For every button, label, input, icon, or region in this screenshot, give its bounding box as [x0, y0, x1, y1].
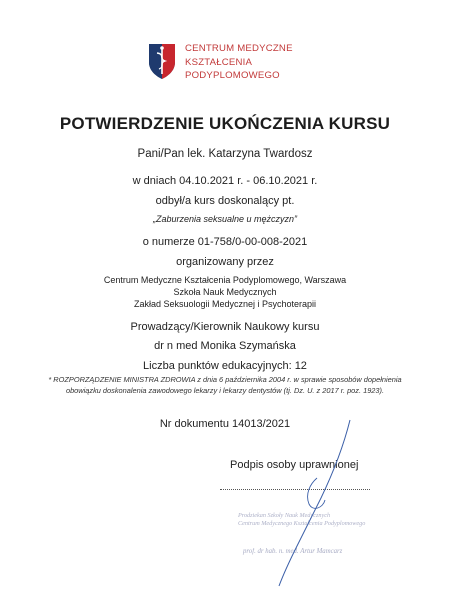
course-number: o numerze 01-758/0-00-008-2021 — [142, 236, 308, 248]
logo-line-3: PODYPLOMOWEGO — [185, 70, 280, 81]
certificate-title: POTWIERDZENIE UKOŃCZENIA KURSU — [59, 114, 391, 133]
recipient-name: Pani/Pan lek. Katarzyna Twardosz — [137, 148, 313, 160]
course-title: „Zaburzenia seksualne u mężczyzn” — [152, 214, 298, 224]
organized-by-label: organizowany przez — [176, 256, 274, 268]
handwritten-signature — [255, 418, 375, 598]
logo-line-1: CENTRUM MEDYCZNE — [185, 43, 293, 54]
organizer-line-2: Szkoła Nauk Medycznych — [173, 287, 277, 297]
stamp-name: prof. dr hab. n. med. Artur Mamcarz — [243, 548, 343, 555]
education-points: Liczba punktów edukacyjnych: 12 — [143, 360, 307, 372]
completed-text: odbył/a kurs doskonalący pt. — [155, 195, 295, 207]
regulation-note: * ROZPORZĄDZENIE MINISTRA ZDROWIA z dnia 6 października 2004 r. w sprawie sposobów dopełnienia obowiązku doskonalenia zawodowego lekarzy i lekarzy dentystów (tj. Dz. U. z 2017 r. poz. 1923). — [48, 375, 402, 395]
institution-logo — [147, 42, 293, 83]
organizer-line-1: Centrum Medyczne Kształcenia Podyplomowego, Warszawa — [103, 275, 347, 285]
shield-emblem-icon — [147, 42, 177, 80]
logo-wordmark — [185, 42, 293, 83]
document-number: Nr dokumentu 14013/2021 — [159, 418, 291, 430]
organizer-line-3: Zakład Seksuologii Medycznej i Psychoterapii — [133, 299, 317, 309]
course-lead-name: dr n med Monika Szymańska — [154, 340, 296, 352]
course-dates: w dniach 04.10.2021 r. - 06.10.2021 r. — [132, 175, 318, 187]
logo-line-2: KSZTAŁCENIA — [185, 56, 253, 68]
stamp-line-1: Prodziekan Szkoły Nauk Medycznych — [238, 512, 331, 519]
signature-label: Podpis osoby uprawnionej — [230, 459, 359, 471]
stamp-line-2: Centrum Medycznego Kształcenia Podyplomowego — [238, 520, 366, 527]
course-lead-label: Prowadzący/Kierownik Naukowy kursu — [130, 321, 320, 333]
